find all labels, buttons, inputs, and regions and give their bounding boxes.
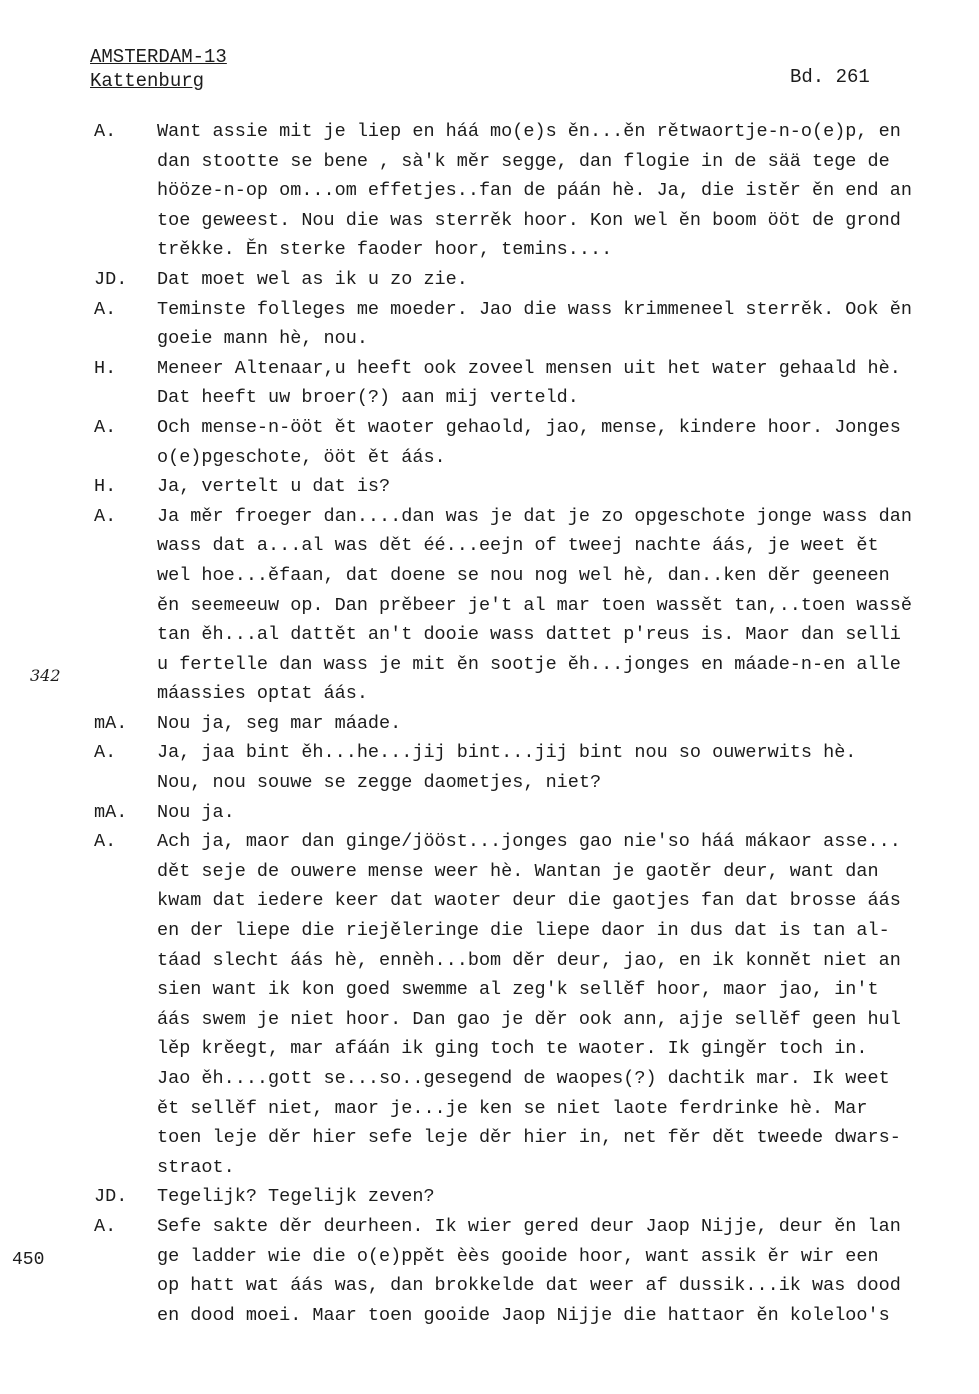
transcript-line: en dood moei. Maar toen gooide Jaop Nijje die hattaor ěn koleloo's (157, 1304, 890, 1326)
transcript-line: Nou ja. (157, 801, 235, 823)
speaker-label: H. (94, 357, 117, 379)
transcript-turn (0, 798, 979, 828)
transcript-body (0, 117, 979, 1330)
speaker-label: A. (94, 505, 117, 527)
transcript-line: máassies optat áás. (157, 683, 368, 705)
transcript-line: kwam dat iedere keer dat waoter deur die gaotjes fan dat brosse áás (157, 890, 901, 912)
transcript-line: táad slecht áás hè, ennèh...bom děr deur, jao, en ik konnět niet an (157, 949, 901, 971)
transcript-line: op hatt wat áás was, dan brokkelde dat weer af dussik...ik was dood (157, 1275, 901, 1297)
header-district: Kattenburg (90, 70, 205, 92)
transcript-turn (0, 502, 979, 709)
speaker-label: A. (94, 742, 117, 764)
transcript-line: ge ladder wie die o(e)ppět èès gooide hoor, want assik ěr wir een (157, 1245, 879, 1267)
transcript-line: ěn seemeeuw op. Dan prěbeer je't al mar toen wassět tan,..toen wassě (157, 594, 912, 616)
transcript-turn (0, 117, 979, 265)
transcript-turn (0, 354, 979, 413)
transcript-turn (0, 709, 979, 739)
transcript-turn (0, 1182, 979, 1212)
transcript-line: áás swem je niet hoor. Dan gao je děr ook ann, ajje sellěf geen hul (157, 1008, 901, 1030)
transcript-line: toen leje děr hier sefe leje děr hier in, net fěr dět tweede dwars- (157, 1127, 901, 1149)
transcript-line: wel hoe...ěfaan, dat doene se nou nog wel hè, dan..ken děr geeneen (157, 564, 890, 586)
speaker-label: JD. (94, 268, 128, 290)
transcript-turn (0, 413, 979, 472)
transcript-line: o(e)pgeschote, ööt ět áás. (157, 446, 446, 468)
transcript-line: Ja, jaa bint ěh...he...jij bint...jij bint nou so ouwerwits hè. (157, 742, 857, 764)
transcript-line: Nou, nou souwe se zegge daometjes, niet? (157, 772, 602, 794)
transcript-turn (0, 472, 979, 502)
transcript-line: straot. (157, 1156, 235, 1178)
transcript-line: Teminste folleges me moeder. Jao die wass krimmeneel sterrěk. Ook ěn (157, 298, 912, 320)
transcript-line: Ja měr froeger dan....dan was je dat je zo opgeschote jonge wass dan (157, 505, 912, 527)
transcript-line: u fertelle dan wass je mit ěn sootje ěh...jonges en máade-n-en alle (157, 653, 901, 675)
speaker-label: A. (94, 831, 117, 853)
transcript-line: Tegelijk? Tegelijk zeven? (157, 1186, 435, 1208)
transcript-line: Sefe sakte děr deurheen. Ik wier gered deur Jaop Nijje, deur ěn lan (157, 1215, 901, 1237)
transcript-turn (0, 265, 979, 295)
transcript-line: Ach ja, maor dan ginge/jööst...jonges gao nie'so háá mákaor asse... (157, 831, 901, 853)
transcript-turn (0, 295, 979, 354)
speaker-label: A. (94, 1215, 117, 1237)
transcript-line: tan ěh...al dattět an't dooie wass dattet p'reus is. Maor dan selli (157, 624, 901, 646)
transcript-line: Ja, vertelt u dat is? (157, 476, 391, 498)
transcript-line: Want assie mit je liep en háá mo(e)s ěn...ěn rětwaortje-n-o(e)p, en (157, 121, 901, 142)
margin-note-342: 342 (30, 666, 61, 685)
transcript-line: sien want ik kon goed swemme al zeg'k sellěf hoor, maor jao, in't (157, 979, 879, 1001)
header-place: AMSTERDAM-13 (90, 46, 227, 68)
transcript-line: en der liepe die riejěleringe die liepe daor in dus dat is tan al- (157, 920, 890, 942)
transcript-turn (0, 827, 979, 1182)
speaker-label: H. (94, 476, 117, 498)
transcript-line: lěp krěegt, mar afáán ik ging toch te waoter. Ik gingěr toch in. (157, 1038, 868, 1060)
transcript-line: wass dat a...al was dět éé...eejn of tweej nachte áás, je weet ět (157, 535, 879, 557)
speaker-label: A. (94, 121, 117, 142)
speaker-label: mA. (94, 801, 128, 823)
transcript-line: goeie mann hè, nou. (157, 328, 368, 350)
speaker-label: A. (94, 416, 117, 438)
transcript-line: toe geweest. Nou die was sterrěk hoor. Kon wel ěn boom ööt de grond (157, 209, 901, 231)
transcript-line: Nou ja, seg mar máade. (157, 712, 402, 734)
transcript-line: Och mense-n-ööt ět waoter gehaold, jao, mense, kindere hoor. Jonges (157, 416, 901, 438)
transcript-line: trěkke. Ěn sterke faoder hoor, temins.... (157, 239, 613, 261)
transcript-line: Jao ěh....gott se...so..gesegend de waopes(?) dachtik mar. Ik weet (157, 1068, 890, 1089)
transcript-line: dan stootte se bene , sà'k měr segge, dan flogie in de sää tege de (157, 150, 890, 172)
margin-note-450: 450 (12, 1250, 45, 1270)
transcript-line: dět seje de ouwere mense weer hè. Wantan je gaotěr deur, want dan (157, 860, 879, 882)
transcript-line: Dat moet wel as ik u zo zie. (157, 268, 468, 290)
transcript-line: ět sellěf niet, maor je...je ken se niet laote ferdrinke hè. Mar (157, 1097, 868, 1119)
transcript-line: Meneer Altenaar,u heeft ook zoveel mensen uit het water gehaald hè. (157, 357, 901, 379)
transcript-turn (0, 738, 979, 797)
transcript-line: Dat heeft uw broer(?) aan mij verteld. (157, 387, 579, 409)
transcript-turn (0, 1212, 979, 1330)
speaker-label: A. (94, 298, 117, 320)
transcript-line: hööze-n-op om...om effetjes..fan de páán hè. Ja, die istěr ěn end an (157, 180, 912, 202)
speaker-label: JD. (94, 1186, 128, 1208)
speaker-label: mA. (94, 712, 128, 734)
header-volume: Bd. 261 (790, 66, 870, 88)
